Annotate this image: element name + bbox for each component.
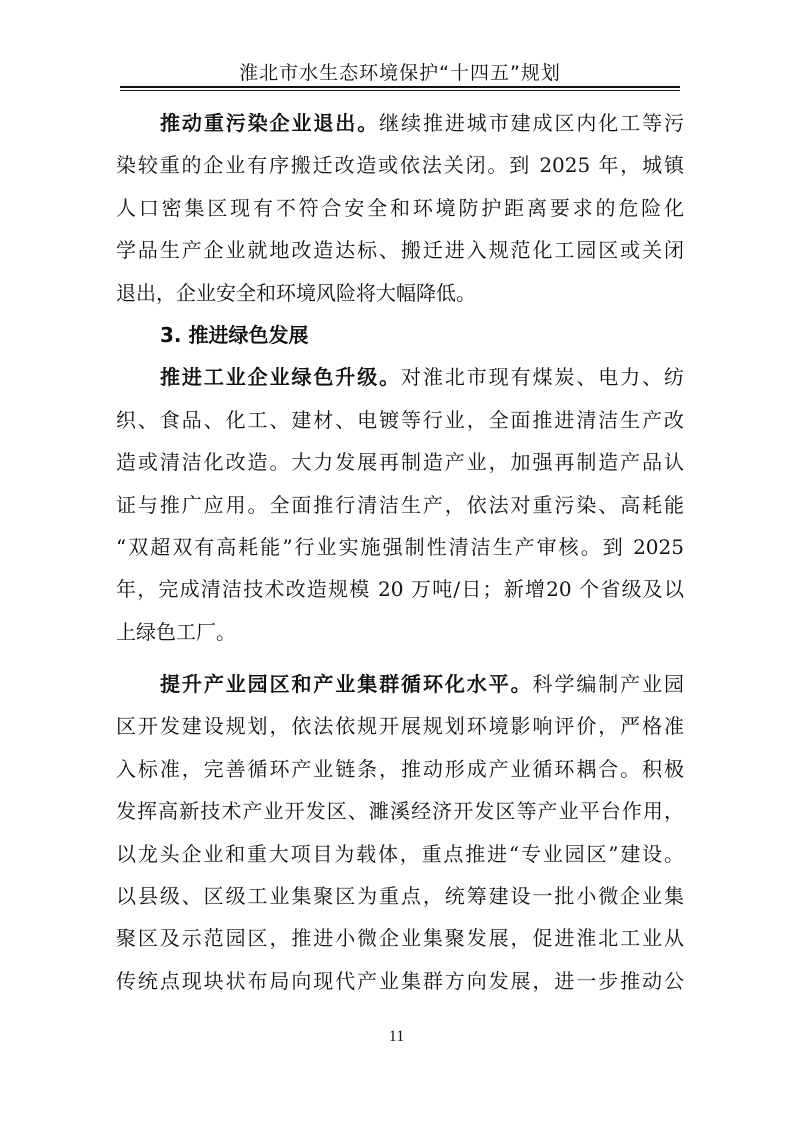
paragraph-line: 传统点现块状布局向现代产业集群方向发展，进一步推动公 (116, 968, 684, 993)
paragraph-line: “双超双有高耗能”行业实施强制性清洁生产审核。到 2025 (116, 534, 684, 559)
page-number: 11 (388, 1028, 405, 1045)
paragraph-line: 入标准，完善循环产业链条，推动形成产业循环耦合。积极 (116, 756, 684, 781)
paragraph-line: 上绿色工厂。 (116, 619, 236, 644)
paragraph-lead: 提升产业园区和产业集群循环化水平。 (160, 672, 533, 697)
paragraph-line: 以龙头企业和重大项目为载体，重点推进“专业园区”建设。 (116, 841, 684, 866)
paragraph-line (116, 102, 684, 144)
paragraph-lead: 推进工业企业绿色升级。 (160, 365, 402, 390)
paragraph-line (116, 663, 684, 705)
header-rule-thick (120, 86, 680, 88)
paragraph-line: 年，完成清洁技术改造规模 20 万吨/日；新增20 个省级及以 (116, 577, 684, 602)
paragraph-line: 聚区及示范园区，推进小微企业集聚发展，促进淮北工业从 (116, 926, 684, 951)
paragraph-line (116, 356, 684, 398)
paragraph-line: 证与推广应用。全面推行清洁生产，依法对重污染、高耗能 (116, 492, 684, 517)
header-rule-thin (120, 90, 680, 91)
paragraph-line: 造或清洁化改造。大力发展再制造产业，加强再制造产品认 (116, 450, 684, 475)
running-header: 淮北市水生态环境保护“十四五”规划 (239, 62, 561, 84)
line-text: 继续推进城市建成区内化工等污 (379, 111, 684, 135)
paragraph-line: 发挥高新技术产业开发区、濉溪经济开发区等产业平台作用， (116, 799, 684, 824)
line-text: 对淮北市现有煤炭、电力、纺 (401, 365, 684, 390)
paragraph-line: 人口密集区现有不符合安全和环境防护距离要求的危险化 (116, 195, 684, 220)
section-heading: 3. 推进绿色发展 (160, 322, 309, 347)
paragraph-line: 染较重的企业有序搬迁改造或依法关闭。到 2025 年，城镇 (116, 153, 684, 178)
paragraph-line: 学品生产企业就地改造达标、搬迁进入规范化工园区或关闭 (116, 238, 684, 263)
paragraph-line: 区开发建设规划，依法依规开展规划环境影响评价，严格准 (116, 714, 684, 739)
paragraph-line: 退出，企业安全和环境风险将大幅降低。 (116, 280, 476, 305)
paragraph-line: 织、食品、化工、建材、电镀等行业，全面推进清洁生产改 (116, 407, 684, 432)
body-text (116, 102, 684, 1002)
paragraph-gap (116, 653, 684, 663)
line-text: 科学编制产业园 (532, 672, 684, 697)
paragraph-line: 以县级、区级工业集聚区为重点，统筹建设一批小微企业集 (116, 884, 684, 909)
paragraph-lead: 推动重污染企业退出。 (160, 111, 380, 135)
